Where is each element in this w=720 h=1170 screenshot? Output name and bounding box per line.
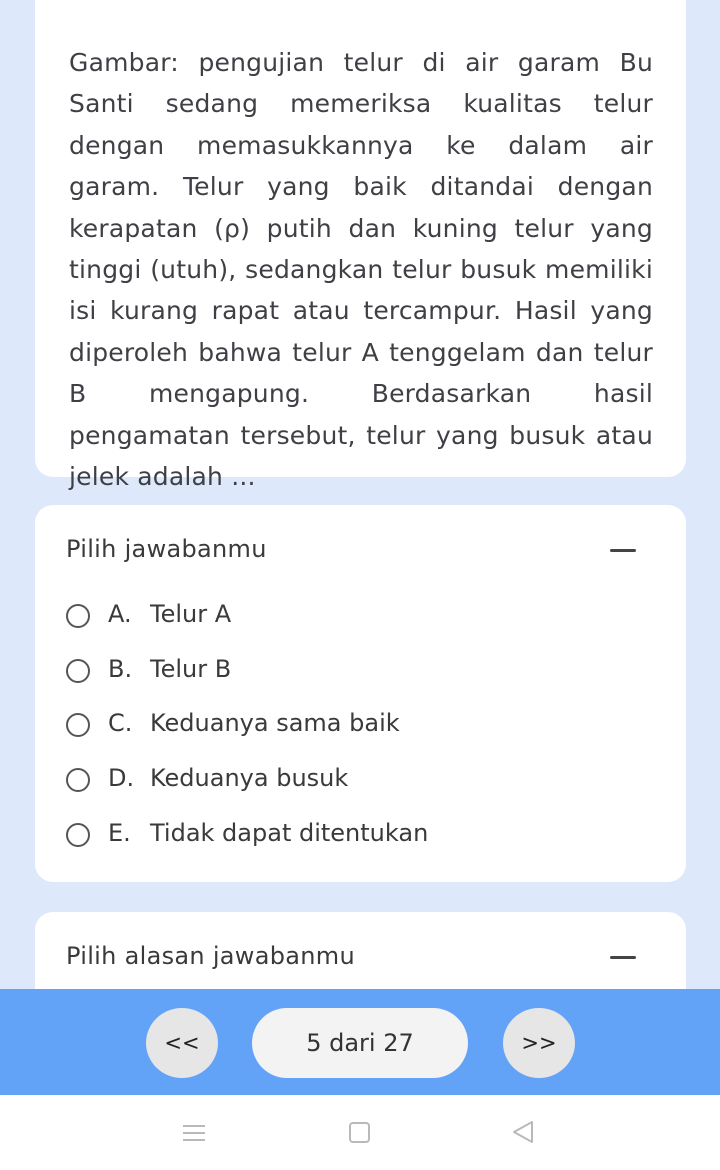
answer-collapse-minus-icon[interactable] — [610, 549, 636, 552]
option-c[interactable] — [66, 703, 626, 747]
option-a-label: Telur A — [150, 600, 232, 628]
question-navigation-bar — [0, 989, 720, 1095]
option-c-letter: C. — [108, 709, 133, 737]
option-b-letter: B. — [108, 655, 133, 683]
option-a-radio[interactable] — [66, 604, 90, 628]
option-e-letter: E. — [108, 819, 131, 847]
option-d-letter: D. — [108, 764, 135, 792]
option-b-radio[interactable] — [66, 659, 90, 683]
answer-card — [35, 505, 686, 882]
question-card — [35, 0, 686, 492]
page-counter[interactable]: 5 dari 27 — [252, 1008, 468, 1078]
question-text: Gambar: pengujian telur di air garam Bu Santi sedang memeriksa kualitas telur dengan memasukkannya ke dalam air garam. Telur yang baik ditandai dengan kerapatan (ρ) putih dan kuning telur yang tinggi (utuh), sedangkan telur busuk memiliki isi kurang rapat atau tercampur. Hasil yang diperoleh bahwa telur A tenggelam dan telur B mengapung. Berdasarkan hasil pengamatan tersebut, telur yang busuk atau jelek adalah ... — [69, 48, 653, 492]
option-e[interactable] — [66, 813, 626, 857]
option-e-radio[interactable] — [66, 823, 90, 847]
home-square-icon[interactable] — [349, 1122, 370, 1143]
next-question-button[interactable]: >> — [503, 1008, 575, 1078]
system-navigation-bar — [0, 1095, 720, 1170]
option-c-label: Keduanya sama baik — [150, 709, 400, 737]
previous-question-button[interactable]: << — [146, 1008, 218, 1078]
option-a[interactable] — [66, 594, 626, 638]
answer-section-title: Pilih jawabanmu — [66, 535, 267, 563]
back-triangle-icon[interactable] — [511, 1120, 535, 1144]
option-b-label: Telur B — [150, 655, 232, 683]
option-b[interactable] — [66, 649, 626, 693]
option-c-radio[interactable] — [66, 713, 90, 737]
reason-collapse-minus-icon[interactable] — [610, 956, 636, 959]
option-e-label: Tidak dapat ditentukan — [150, 819, 429, 847]
option-d[interactable] — [66, 758, 626, 802]
option-d-label: Keduanya busuk — [150, 764, 349, 792]
option-a-letter: A. — [108, 600, 132, 628]
reason-section-title: Pilih alasan jawabanmu — [66, 942, 355, 970]
menu-icon[interactable] — [183, 1125, 205, 1142]
option-d-radio[interactable] — [66, 768, 90, 792]
